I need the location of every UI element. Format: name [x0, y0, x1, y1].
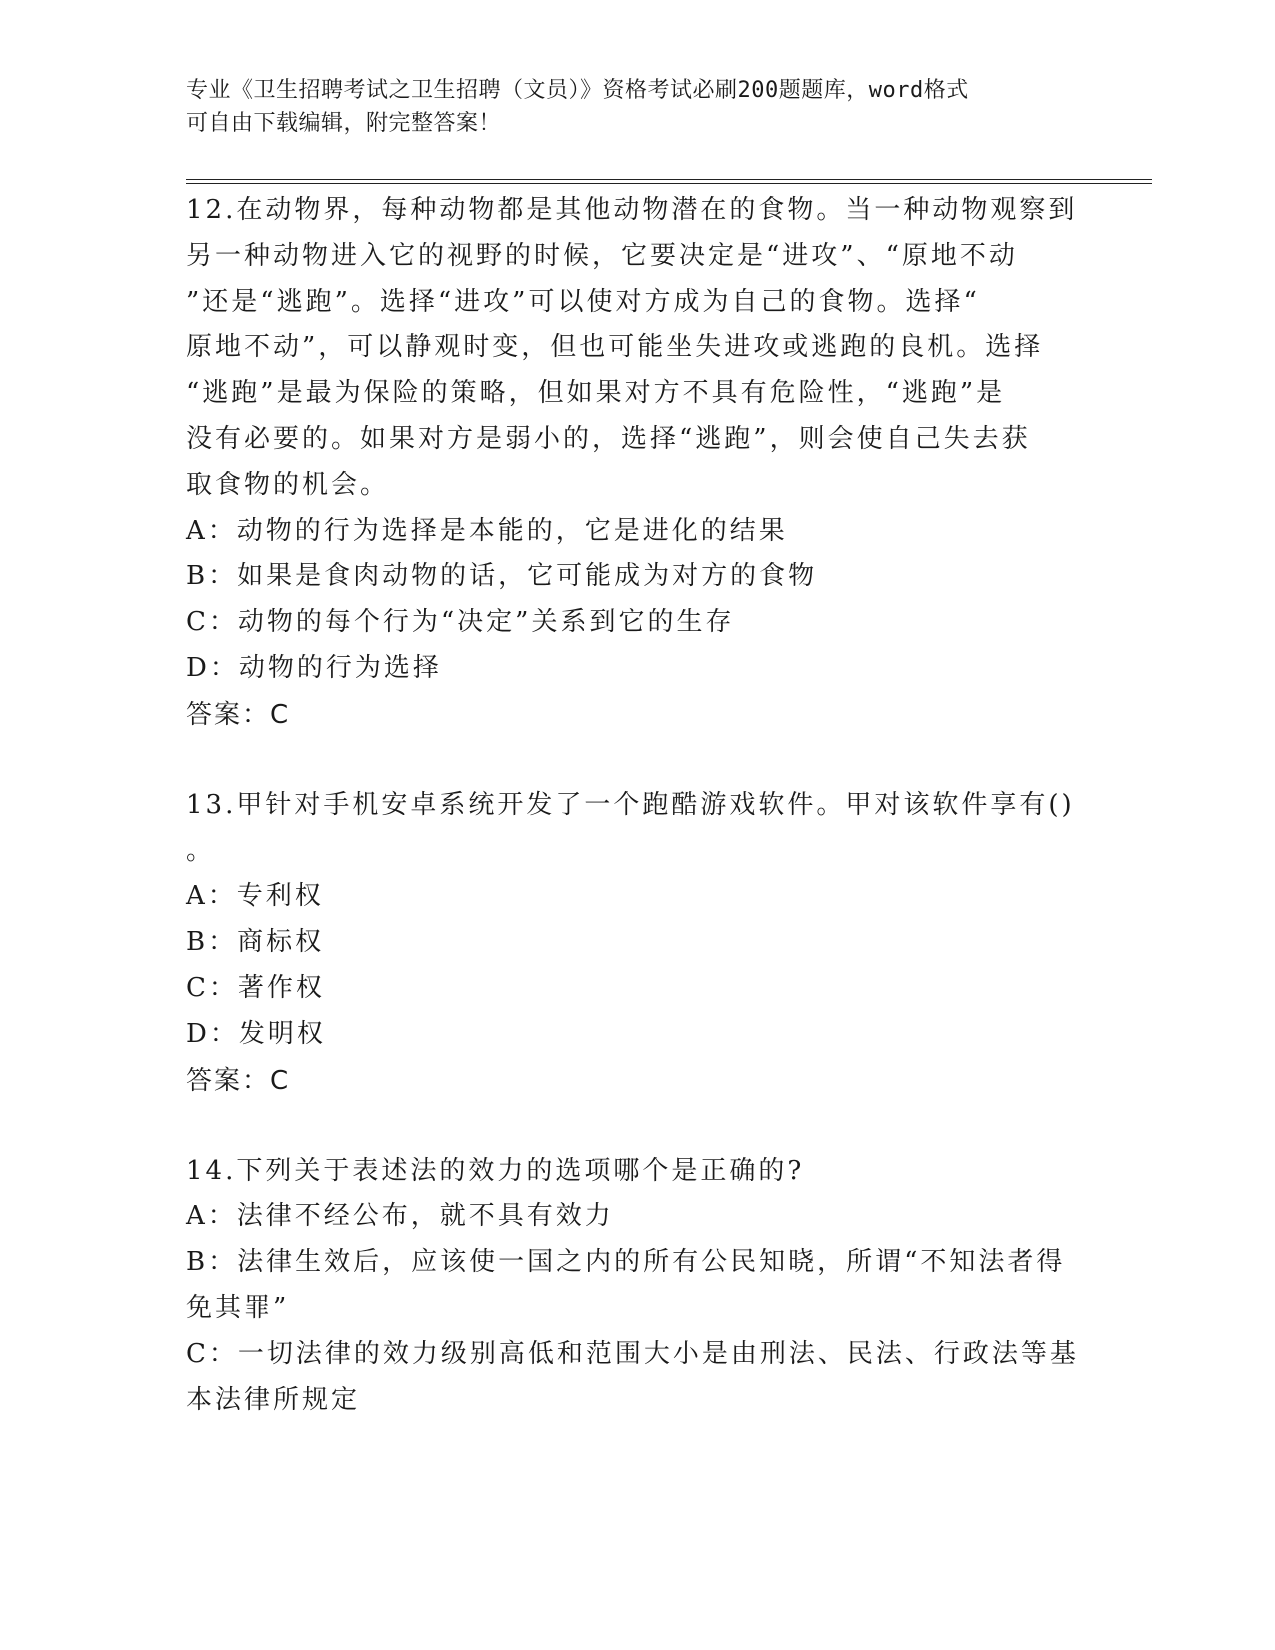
header-divider-top [186, 179, 1152, 180]
option-b: B：法律生效后，应该使一国之内的所有公民知晓，所谓“不知法者得 [186, 1247, 1066, 1278]
question-text-line: 。 [186, 835, 216, 866]
header-line-1: 专业《卫生招聘考试之卫生招聘（文员）》资格考试必刷200题题库，word格式 [186, 78, 969, 103]
option-c-continued: 本法律所规定 [186, 1384, 361, 1415]
question-14 [186, 1149, 1079, 1424]
question-text-line: “逃跑”是最为保险的策略，但如果对方不具有危险性，“逃跑”是 [186, 378, 1006, 409]
option-d: D：动物的行为选择 [186, 652, 442, 683]
question-spacer [186, 1104, 1076, 1149]
question-12 [186, 188, 1076, 738]
option-b-continued: 免其罪” [186, 1292, 290, 1323]
question-text-line: 原地不动”，可以静观时变，但也可能坐失进攻或逃跑的良机。选择 [186, 332, 1044, 363]
question-text-line: 13.甲针对手机安卓系统开发了一个跑酷游戏软件。甲对该软件享有() [186, 789, 1075, 820]
option-b: B：商标权 [186, 927, 325, 958]
question-13 [186, 783, 1076, 1104]
answer-label: 答案：C [186, 699, 291, 730]
question-text-line: 12.在动物界，每种动物都是其他动物潜在的食物。当一种动物观察到 [186, 195, 1078, 225]
question-text-line: ”还是“逃跑”。选择“进攻”可以使对方成为自己的食物。选择“ [186, 286, 980, 317]
option-c: C：著作权 [186, 972, 325, 1003]
question-text-line: 另一种动物进入它的视野的时候，它要决定是“进攻”、“原地不动 [186, 240, 1018, 271]
question-text-line: 没有必要的。如果对方是弱小的，选择“逃跑”，则会使自己失去获 [186, 423, 1031, 454]
question-text-line: 取食物的机会。 [186, 469, 390, 500]
option-c: C：动物的每个行为“决定”关系到它的生存 [186, 607, 735, 638]
question-list [186, 188, 1079, 1423]
header-line-2: 可自由下载编辑，附完整答案！ [186, 111, 502, 136]
option-a: A：专利权 [186, 881, 324, 912]
option-a: A：法律不经公布，就不具有效力 [186, 1201, 614, 1232]
option-b: B：如果是食肉动物的话，它可能成为对方的食物 [186, 561, 818, 592]
answer-label: 答案：C [186, 1065, 291, 1096]
header-divider-bottom [186, 183, 1152, 184]
question-text-line: 14.下列关于表述法的效力的选项哪个是正确的? [186, 1155, 805, 1186]
document-header [186, 74, 1076, 140]
question-spacer [186, 738, 1076, 783]
option-d: D：发明权 [186, 1018, 326, 1049]
option-a: A：动物的行为选择是本能的，它是进化的结果 [186, 515, 788, 546]
option-c: C：一切法律的效力级别高低和范围大小是由刑法、民法、行政法等基 [186, 1338, 1079, 1369]
